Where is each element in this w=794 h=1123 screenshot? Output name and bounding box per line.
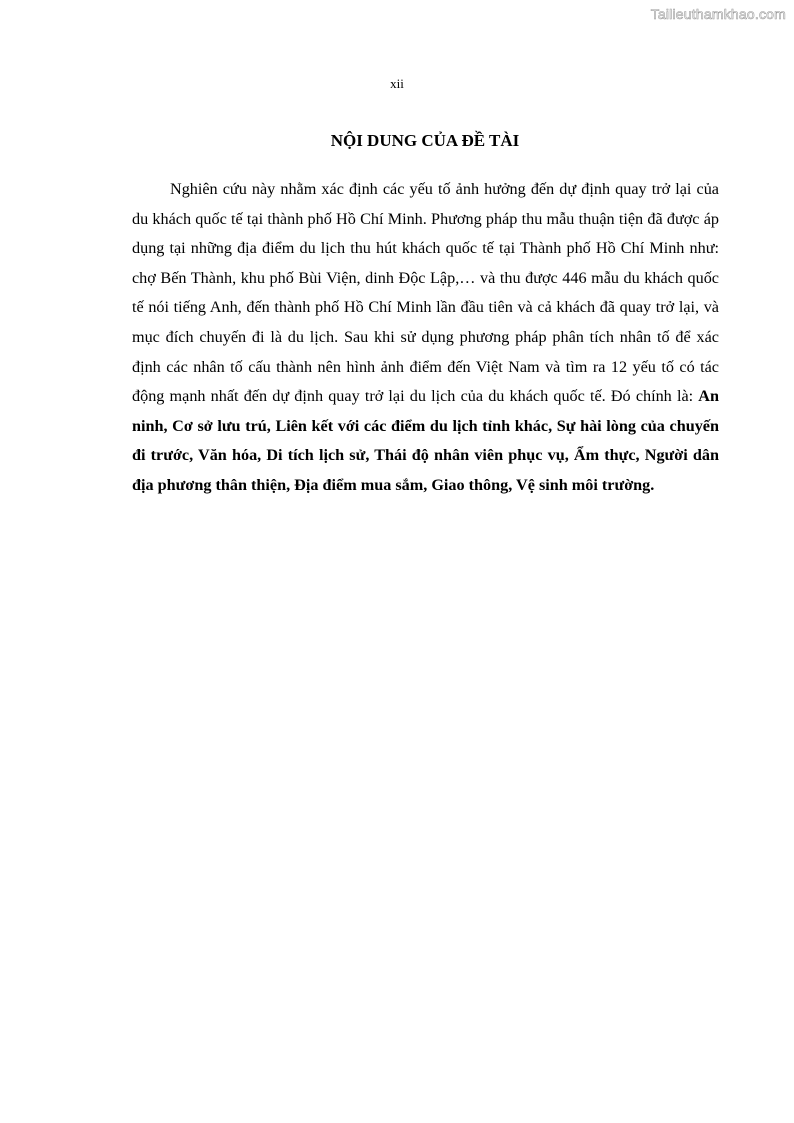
paragraph-factors: An ninh, Cơ sở lưu trú, Liên kết với các điểm du lịch tỉnh khác, Sự hài lòng của chuyến đi trước, Văn hóa, Di tích lịch sử, Thái độ nhân viên phục vụ, Ẩm thực, Người dân địa phương thân thiện, Địa điểm mua sắm, Giao thông, Vệ sinh môi trường. bbox=[132, 387, 719, 494]
page-title: NỘI DUNG CỦA ĐỀ TÀI bbox=[330, 131, 520, 150]
watermark: Tailieuthamkhao.com bbox=[650, 6, 786, 22]
page-number: xii bbox=[390, 76, 404, 91]
paragraph-intro: Nghiên cứu này nhằm xác định các yếu tố ảnh hưởng đến dự định quay trở lại của du khách quốc tế tại thành phố Hồ Chí Minh. Phương pháp thu mẫu thuận tiện đã được áp dụng tại những địa điểm du lịch thu hút khách quốc tế tại Thành phố Hồ Chí Minh như: chợ Bến Thành, khu phố Bùi Viện, dinh Độc Lập,… và thu được 446 mẫu du khách quốc tế nói tiếng Anh, đến thành phố Hồ Chí Minh lần đầu tiên và cả khách đã quay trở lại, và mục đích chuyến đi là du lịch. Sau khi sử dụng phương pháp phân tích nhân tố để xác định các nhân tố cấu thành nên hình ảnh điểm đến Việt Nam và tìm ra 12 yếu tố có tác động mạnh nhất đến dự định quay trở lại du lịch của du khách quốc tế. Đó chính là: bbox=[132, 180, 719, 406]
body-paragraph bbox=[132, 175, 719, 501]
